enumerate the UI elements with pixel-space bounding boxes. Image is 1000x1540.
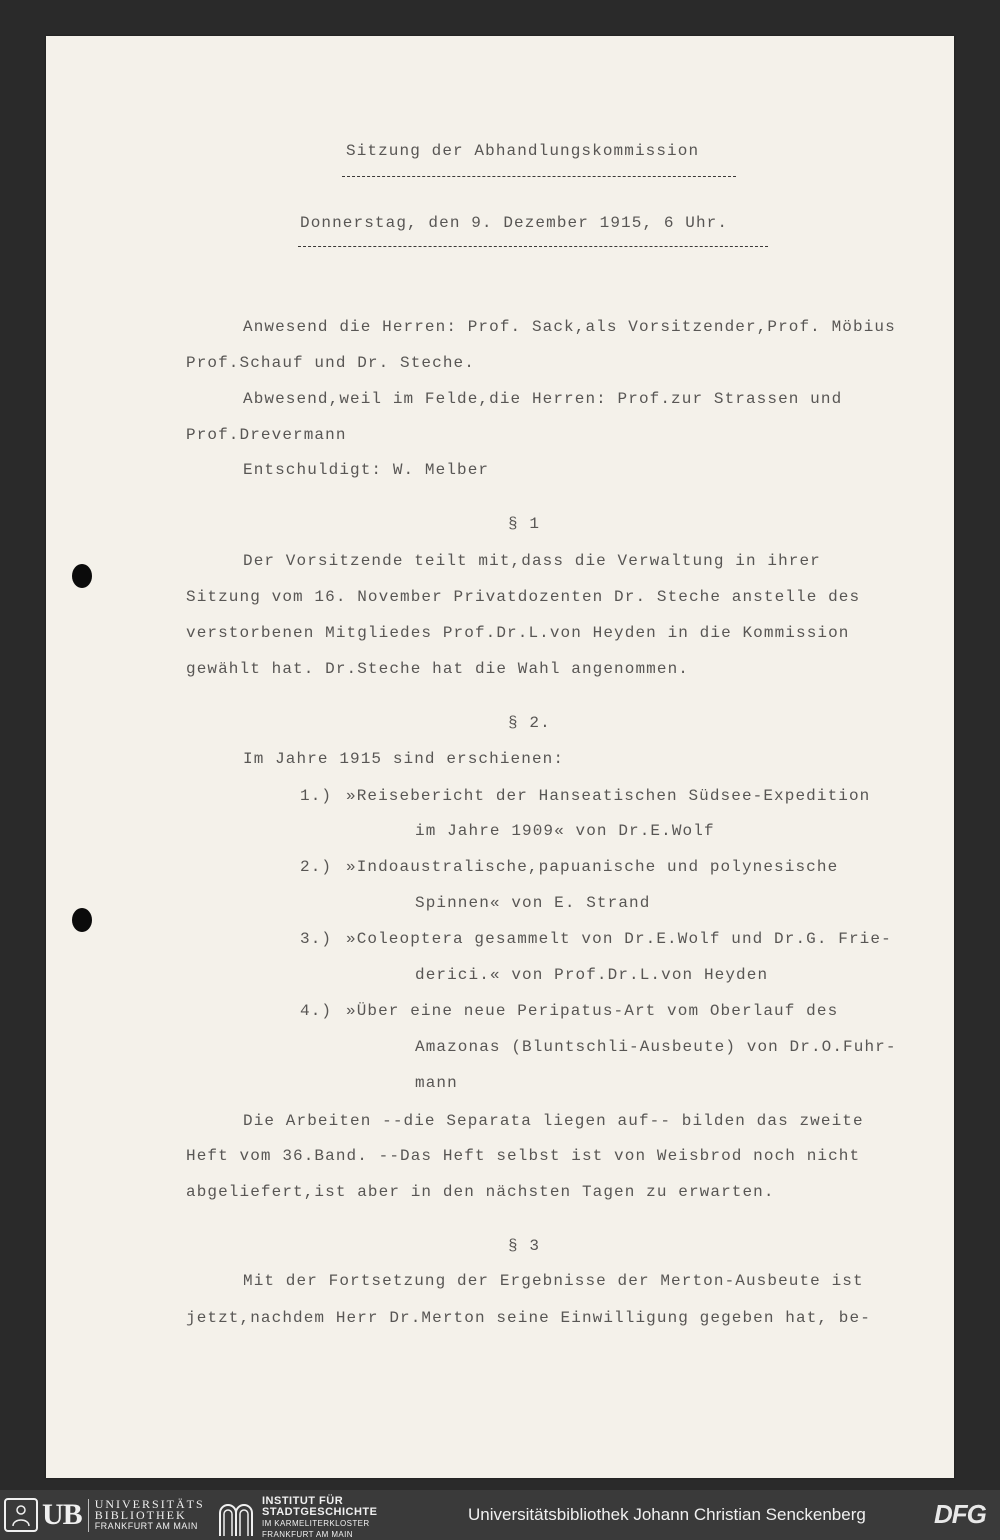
list-item-line: mann: [415, 1074, 458, 1092]
footer-bar: [0, 1490, 1000, 1540]
list-item-line: »Über eine neue Peripatus-Art vom Oberlauf des: [346, 1002, 839, 1020]
list-item-number: 2.): [300, 858, 333, 876]
title-underline: [342, 176, 736, 177]
dfg-logo: DFG: [934, 1499, 986, 1529]
section-2-heading: § 2.: [508, 714, 551, 732]
list-item-line: derici.« von Prof.Dr.L.von Heyden: [415, 966, 769, 984]
isg-logo: [218, 1496, 377, 1540]
section-2-closing-line: Die Arbeiten --die Separata liegen auf-- bilden das zweite: [243, 1112, 864, 1130]
date-underline: [298, 246, 768, 247]
list-item-line: »Indoaustralische,papuanische und polynesische: [346, 858, 839, 876]
isg-text-line: STADTGESCHICHTE: [262, 1506, 378, 1518]
absent-line-2: Prof.Drevermann: [186, 426, 347, 444]
section-1-line: verstorbenen Mitgliedes Prof.Dr.L.von Heyden in die Kommission: [186, 624, 850, 642]
section-3-line: jetzt,nachdem Herr Dr.Merton seine Einwilligung gegeben hat, be-: [186, 1309, 871, 1327]
list-item-number: 4.): [300, 1002, 333, 1020]
ub-mark: UB: [42, 1498, 82, 1531]
section-1-heading: § 1: [508, 515, 541, 533]
list-item-line: im Jahre 1909« von Dr.E.Wolf: [415, 822, 715, 840]
ub-text: [88, 1496, 205, 1532]
library-name: Universitätsbibliothek Johann Christian Senckenberg: [468, 1505, 866, 1524]
section-1-line: Sitzung vom 16. November Privatdozenten Dr. Steche anstelle des: [186, 588, 861, 606]
ub-logo: [4, 1498, 205, 1532]
present-line-1: Anwesend die Herren: Prof. Sack,als Vorsitzender,Prof. Möbius: [243, 318, 896, 336]
ub-text-line: BIBLIOTHEK: [94, 1507, 187, 1522]
punch-hole-bottom: [72, 908, 92, 932]
section-2-intro: Im Jahre 1915 sind erschienen:: [243, 750, 565, 768]
section-2-closing-line: abgeliefert,ist aber in den nächsten Tagen zu erwarten.: [186, 1183, 775, 1201]
isg-text-line: FRANKFURT AM MAIN: [262, 1530, 353, 1539]
excused-line: Entschuldigt: W. Melber: [243, 461, 490, 479]
present-line-2: Prof.Schauf und Dr. Steche.: [186, 354, 475, 372]
section-3-heading: § 3: [508, 1237, 541, 1255]
ub-text-line: FRANKFURT AM MAIN: [94, 1520, 198, 1531]
list-item-line: »Reisebericht der Hanseatischen Südsee-Expedition: [346, 787, 871, 805]
list-item-number: 3.): [300, 930, 333, 948]
list-item-number: 1.): [300, 787, 333, 805]
section-1-line: gewählt hat. Dr.Steche hat die Wahl angenommen.: [186, 660, 689, 678]
isg-text-line: IM KARMELITERKLOSTER: [262, 1519, 370, 1528]
isg-text-line: INSTITUT FÜR: [262, 1495, 344, 1507]
list-item-line: Amazonas (Bluntschli-Ausbeute) von Dr.O.Fuhr-: [415, 1038, 897, 1056]
absent-line-1: Abwesend,weil im Felde,die Herren: Prof.zur Strassen und: [243, 390, 843, 408]
list-item-line: Spinnen« von E. Strand: [415, 894, 651, 912]
section-1-line: Der Vorsitzende teilt mit,dass die Verwaltung in ihrer: [243, 552, 821, 570]
date-line: Donnerstag, den 9. Dezember 1915, 6 Uhr.: [300, 214, 729, 232]
punch-hole-top: [72, 564, 92, 588]
isg-text: [262, 1496, 377, 1540]
ub-seal-icon: [4, 1498, 38, 1532]
list-item-line: »Coleoptera gesammelt von Dr.E.Wolf und Dr.G. Frie-: [346, 930, 892, 948]
section-3-line: Mit der Fortsetzung der Ergebnisse der Merton-Ausbeute ist: [243, 1272, 864, 1290]
document-title: Sitzung der Abhandlungskommission: [346, 142, 700, 160]
ub-text-line: UNIVERSITÄTS: [94, 1496, 205, 1511]
section-2-closing-line: Heft vom 36.Band. --Das Heft selbst ist von Weisbrod noch nicht: [186, 1147, 861, 1165]
arches-icon: [218, 1499, 254, 1537]
